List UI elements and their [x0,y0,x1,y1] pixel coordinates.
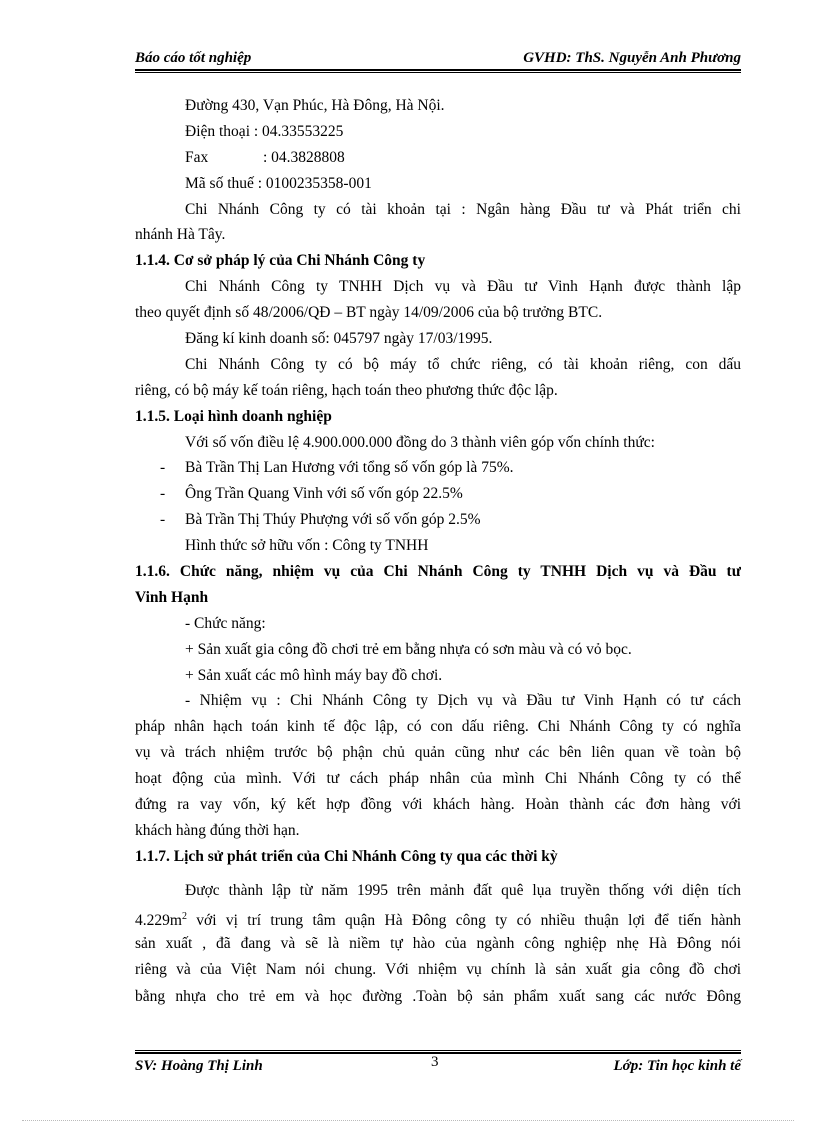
section-heading-1-1-4: 1.1.4. Cơ sở pháp lý của Chi Nhánh Công ty [135,252,426,270]
page-header [135,48,741,70]
history-line-2 [135,904,741,931]
list-item [135,507,741,533]
page-number: 3 [431,1054,439,1070]
legal-basis-line-1: Chi Nhánh Công ty TNHH Dịch vụ và Đầu tư Vinh Hạnh được thành lập [185,278,741,296]
phone-value: : 04.33553225 [253,122,344,140]
duty-line-5: đứng ra vay vốn, ký kết hợp đồng với khách hàng. Hoàn thành các đơn hàng với [135,796,741,814]
header-rule-thin [135,72,741,73]
bullet-dash: - [160,511,166,529]
list-item-text: Bà Trần Thị Lan Hương với tổng số vốn góp là 75%. [185,459,514,477]
function-item-2: + Sản xuất các mô hình máy bay đồ chơi. [185,666,443,684]
footer-student: SV: Hoàng Thị Linh [135,1058,263,1074]
page-body [135,93,741,1010]
duty-line-2: pháp nhân hạch toán kinh tế độc lập, có con dấu riêng. Chi Nhánh Công ty có nghĩa [135,718,741,736]
header-report-title: Báo cáo tốt nghiệp [135,50,252,66]
history-line-4: riêng và của Việt Nam nói chung. Với nhiệm vụ chính là sản xuất gia công đồ chơi [135,961,741,979]
capital-line: Với số vốn điều lệ 4.900.000.000 đồng do 3 thành viên góp vốn chính thức: [185,433,655,451]
tax-line: Mã số thuế : 0100235358-001 [185,174,372,192]
section-heading-1-1-5: 1.1.5. Loại hình doanh nghiệp [135,407,332,425]
organization-line-1: Chi Nhánh Công ty có bộ máy tổ chức riêng, có tài khoản riêng, con dấu [185,355,741,373]
fax-line [135,145,741,171]
duty-line-4: hoạt động của mình. Với tư cách pháp nhân của mình Chi Nhánh Công ty có thể [135,770,741,788]
footer-rule-thin [135,1050,741,1051]
list-item [135,481,741,507]
history-line-5: bằng nhựa cho trẻ em và học đường .Toàn bộ sản phẩm xuất sang các nước Đông [135,987,741,1005]
business-registration-line: Đăng kí kinh doanh số: 045797 ngày 17/03/1995. [185,330,493,348]
section-heading-1-1-6: 1.1.6. Chức năng, nhiệm vụ của Chi Nhánh Công ty TNHH Dịch vụ và Đầu tư [135,563,741,581]
list-item [135,455,741,481]
legal-basis-line-2: theo quyết định số 48/2006/QĐ – BT ngày 14/09/2006 của bộ trưởng BTC. [135,304,603,322]
section-heading-1-1-6-cont: Vinh Hạnh [135,588,209,606]
bullet-dash: - [160,485,166,503]
fax-label: Fax [185,148,209,166]
header-supervisor: GVHD: ThS. Nguyễn Anh Phương [523,50,741,66]
duty-line-6: khách hàng đúng thời hạn. [135,821,300,839]
fax-value: : 04.3828808 [263,148,345,166]
paragraph-gap [135,870,741,878]
ownership-line: Hình thức sở hữu vốn : Công ty TNHH [185,537,429,555]
function-label: - Chức năng: [185,614,266,632]
history-line-1: Được thành lập từ năm 1995 trên mảnh đất quê lụa truyền thống với diện tích [185,881,741,899]
area-value: 4.229m [135,912,182,930]
header-rule-thick [135,69,741,71]
phone-line [135,119,741,145]
section-heading-1-1-7: 1.1.7. Lịch sử phát triển của Chi Nhánh Công ty qua các thời kỳ [135,847,558,865]
bullet-dash: - [160,459,166,477]
history-line-2-text: với vị trí trung tâm quận Hà Đông công ty có nhiều thuận lợi để tiến hành [186,912,741,930]
duty-line-3: vụ và trách nhiệm trước bộ phận chủ quản cũng như các bên liên quan về toàn bộ [135,744,741,762]
address-line: Đường 430, Vạn Phúc, Hà Đông, Hà Nội. [185,97,445,114]
area-superscript: 2 [181,911,187,923]
page-bottom-border [22,1120,794,1121]
footer-class: Lớp: Tin học kinh tế [613,1058,741,1074]
history-line-3: sản xuất , đã đang và sẽ là niềm tự hào của ngành công nghiệp nhẹ Hà Đông nói [135,934,741,952]
duty-line-1: - Nhiệm vụ : Chi Nhánh Công ty Dịch vụ và Đầu tư Vinh Hạnh có tư cách [185,692,741,710]
account-line-1: Chi Nhánh Công ty có tài khoản tại : Ngân hàng Đầu tư và Phát triển chi [185,200,741,218]
list-item-text: Ông Trần Quang Vinh với số vốn góp 22.5% [185,485,463,503]
function-item-1: + Sản xuất gia công đồ chơi trẻ em bằng nhựa có sơn màu và có vỏ bọc. [185,640,632,658]
account-line-2: nhánh Hà Tây. [135,226,226,244]
list-item-text: Bà Trần Thị Thúy Phượng với số vốn góp 2.5% [185,511,481,529]
phone-label: Điện thoại [185,122,250,140]
organization-line-2: riêng, có bộ máy kế toán riêng, hạch toán theo phương thức độc lập. [135,381,558,399]
page-footer [135,1050,741,1080]
